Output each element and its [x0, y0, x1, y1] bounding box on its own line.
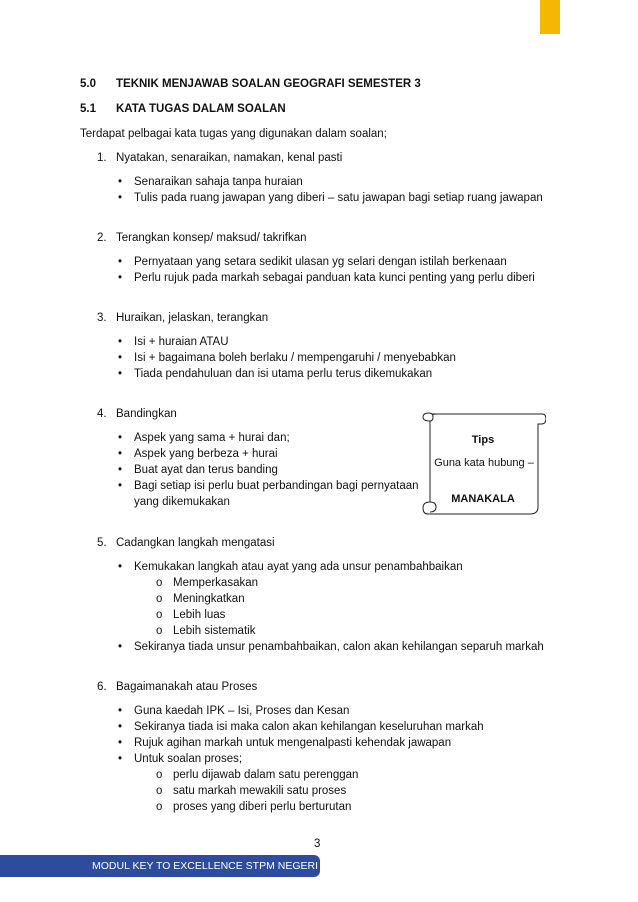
bullet-item: • Senaraikan sahaja tanpa huraian — [134, 176, 303, 188]
tips-keyword: MANAKALA — [451, 493, 515, 505]
item-title: Cadangkan langkah mengatasi — [116, 537, 275, 549]
bullet-item: • Tulis pada ruang jawapan yang diberi – satu jawapan bagi setiap ruang jawapan — [134, 192, 543, 204]
corner-tab — [540, 0, 560, 34]
tips-body: Guna kata hubung – — [434, 457, 534, 469]
item-title: Bagaimanakah atau Proses — [116, 681, 258, 693]
bullet-item: • Untuk soalan proses; — [134, 753, 242, 765]
tips-title: Tips — [471, 434, 495, 446]
bullet-item: • Rujuk agihan markah untuk mengenalpasti kehendak jawapan — [134, 737, 451, 749]
footer-text: MODUL KEY TO EXCELLENCE STPM NEGERI PERAK — [92, 860, 357, 872]
bullet-continuation: yang dikemukakan — [134, 496, 230, 508]
sub-item: o Memperkasakan — [173, 577, 258, 589]
bullet-item: • Isi + bagaimana boleh berlaku / mempengaruhi / menyebabkan — [134, 352, 456, 364]
item-number: 2. — [97, 232, 107, 244]
sub-item: o Meningkatkan — [173, 593, 245, 605]
bullet-item: • Tiada pendahuluan dan isi utama perlu terus dikemukakan — [134, 368, 432, 380]
sub-item: o Lebih luas — [173, 609, 225, 621]
bullet-item: • Sekiranya tiada isi maka calon akan kehilangan keseluruhan markah — [134, 721, 484, 733]
item-number: 3. — [97, 312, 107, 324]
item-number: 4. — [97, 408, 107, 420]
item-title: Nyatakan, senaraikan, namakan, kenal pasti — [116, 152, 343, 164]
bullet-item: • Buat ayat dan terus banding — [134, 464, 278, 476]
page-number: 3 — [314, 838, 321, 850]
intro-text: Terdapat pelbagai kata tugas yang digunakan dalam soalan; — [80, 128, 387, 140]
sub-item: o satu markah mewakili satu proses — [173, 785, 346, 797]
item-number: 6. — [97, 681, 107, 693]
item-title: Bandingkan — [116, 408, 177, 420]
bullet-item: • Isi + huraian ATAU — [134, 336, 229, 348]
item-title: Huraikan, jelaskan, terangkan — [116, 312, 269, 324]
bullet-item: • Aspek yang sama + hurai dan; — [134, 432, 290, 444]
section-number: 5.0 — [80, 78, 96, 90]
sub-item: o perlu dijawab dalam satu perenggan — [173, 769, 358, 781]
subsection-number: 5.1 — [80, 103, 96, 115]
bullet-item: • Perlu rujuk pada markah sebagai panduan kata kunci penting yang perlu diberi — [134, 272, 535, 284]
item-number: 1. — [97, 152, 107, 164]
tips-scroll — [420, 411, 546, 517]
bullet-item: • Bagi setiap isi perlu buat perbandingan bagi pernyataan — [134, 480, 419, 492]
item-number: 5. — [97, 537, 107, 549]
bullet-item: • Guna kaedah IPK – Isi, Proses dan Kesan — [134, 705, 349, 717]
sub-item: o proses yang diberi perlu berturutan — [173, 801, 351, 813]
footer-strip — [0, 855, 76, 877]
item-title: Terangkan konsep/ maksud/ takrifkan — [116, 232, 307, 244]
bullet-item: • Aspek yang berbeza + hurai — [134, 448, 278, 460]
subsection-title: KATA TUGAS DALAM SOALAN — [116, 103, 286, 115]
section-title: TEKNIK MENJAWAB SOALAN GEOGRAFI SEMESTER 3 — [116, 78, 421, 90]
bullet-item: • Kemukakan langkah atau ayat yang ada unsur penambahbaikan — [134, 561, 463, 573]
sub-item: o Lebih sistematik — [173, 625, 255, 637]
bullet-item: • Sekiranya tiada unsur penambahbaikan, calon akan kehilangan separuh markah — [134, 641, 544, 653]
bullet-item: • Pernyataan yang setara sedikit ulasan yg selari dengan istilah berkenaan — [134, 256, 507, 268]
